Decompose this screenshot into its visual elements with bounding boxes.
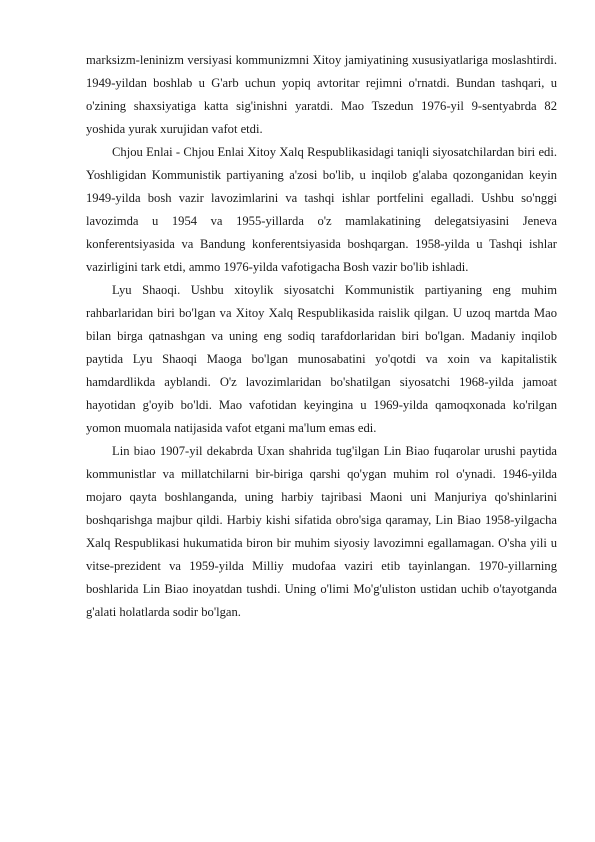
paragraph-lin-biao: Lin biao 1907-yil dekabrda Uxan shahrida tug'ilgan Lin Biao fuqarolar urushi paytida kommunistlar va millatchilarni bir-biriga qarshi qo'ygan muhim rol o'ynadi. 1946-yilda mojaro qayta boshlanganda, uning harbiy tajribasi Maoni uni Manjuriya qo'shinlarini boshqarishga majbur qildi. Harbiy kishi sifatida obro'siga qaramay, Lin Biao 1958-yilgacha Xalq Respublikasi hukumatida biron bir muhim siyosiy lavozimni egallamagan. O'sha yili u vitse-prezident va 1959-yilda Milliy mudofaa vaziri etib tayinlangan. 1970-yillarning boshlarida Lin Biao inoyatdan tushdi. Uning o'limi Mo'g'uliston ustidan uchib o'tayotganda g'alati holatlarda sodir bo'lgan. bbox=[86, 444, 557, 619]
paragraph-lyu-shaoqi: Lyu Shaoqi. Ushbu xitoylik siyosatchi Kommunistik partiyaning eng muhim rahbarlaridan biri bo'lgan va Xitoy Xalq Respublikasida raislik qilgan. U uzoq martda Mao bilan birga qatnashgan va uning eng sodiq tarafdorlaridan biri bo'lgan. Madaniy inqilob paytida Lyu Shaoqi Maoga bo'lgan munosabatini yo'qotdi va xoin va kapitalistik hamdardlikda ayblandi. O'z lavozimlaridan bo'shatilgan siyosatchi 1968-yilda jamoat hayotidan g'oyib bo'ldi. Mao vafotidan keyingina u 1969-yilda qamoqxonada ko'rilgan yomon muomala natijasida vafot etgani ma'lum emas edi. bbox=[86, 283, 557, 435]
paragraph-mao-continuation: marksizm-leninizm versiyasi kommunizmni Xitoy jamiyatining xususiyatlariga moslashtirdi. 1949-yildan boshlab u G'arb uchun yopiq avtoritar rejimni o'rnatdi. Bundan tashqari, u o'zining shaxsiyatiga katta sig'inishni yaratdi. Mao Tszedun 1976-yil 9-sentyabrda 82 yoshida yurak xurujidan vafot etdi. bbox=[86, 53, 557, 136]
paragraph-chjou-enlai: Chjou Enlai - Chjou Enlai Xitoy Xalq Respublikasidagi taniqli siyosatchilardan biri edi. Yoshligidan Kommunistik partiyaning a'zosi bo'lib, u inqilob g'alaba qozonganidan keyin 1949-yilda bosh vazir lavozimlarini va tashqi ishlar portfelini egalladi. Ushbu so'nggi lavozimda u 1954 va 1955-yillarda o'z mamlakatining delegatsiyasini Jeneva konferentsiyasida va Bandung konferentsiyasida boshqargan. 1958-yilda u Tashqi ishlar vazirligini tark etdi, ammo 1976-yilda vafotigacha Bosh vazir bo'lib ishladi. bbox=[86, 145, 557, 274]
body-text bbox=[86, 49, 557, 624]
